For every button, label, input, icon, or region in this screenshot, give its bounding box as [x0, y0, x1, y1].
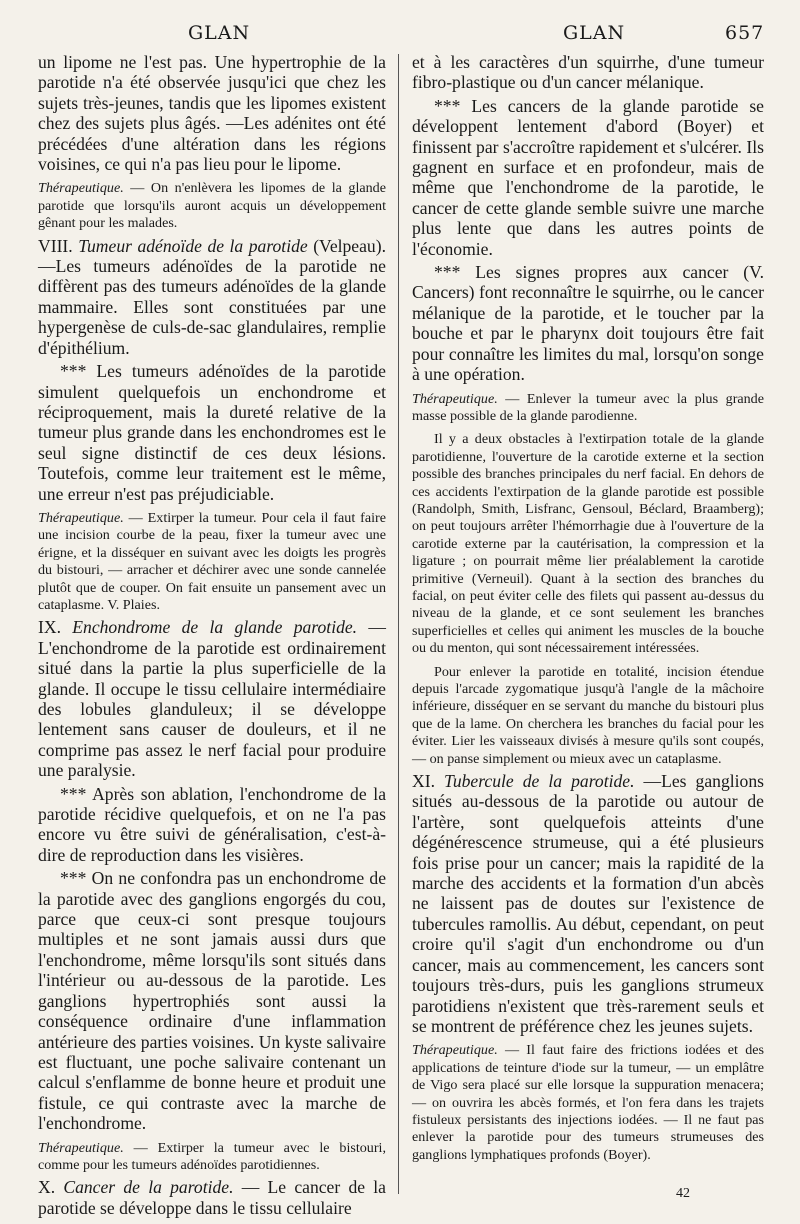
body-paragraph — [38, 52, 386, 174]
therapeutic-paragraph — [38, 180, 386, 232]
body-paragraph — [412, 262, 764, 384]
body-paragraph — [412, 771, 764, 1036]
therapeutic-paragraph — [412, 391, 764, 426]
paragraph-text: — On n'enlèvera les lipomes de la glande parotide que lorsqu'ils auront acquis un développement gênant pour les malades. — [38, 180, 386, 232]
section-title: Tumeur adénoïde de la parotide — [78, 235, 308, 256]
therapeutic-label: Thérapeutique. — [38, 1139, 124, 1156]
paragraph-text: *** Les tumeurs adénoïdes de la parotide simulent quelquefois un enchondrome et réciproquement, mais la dureté relative de la tumeur plus grande dans les enchondromes est le seul signe distinctif de ces deux lésions. Toutefois, comme leur traitement est le même, une erreur n'est pas préjudiciable. — [38, 361, 386, 504]
section-number: X. — [38, 1177, 64, 1198]
therapeutic-label: Thérapeutique. — [412, 390, 498, 407]
header-left: GLAN — [188, 22, 251, 44]
section-number: VIII. — [38, 235, 79, 256]
body-paragraph — [38, 617, 386, 780]
paragraph-text: *** Après son ablation, l'enchondrome de la parotide récidive quelquefois, et on ne l'a pas encore vu être suivi de généralisation, c'est-à-dire de reproduction dans les visières. — [38, 783, 386, 865]
therapeutic-label: Thérapeutique. — [412, 1042, 498, 1059]
body-paragraph — [412, 96, 764, 259]
header-right: GLAN — [563, 22, 626, 44]
section-number: XI. — [412, 771, 444, 792]
body-paragraph — [38, 361, 386, 504]
paragraph-text: —Les ganglions situés au-dessous de la parotide ou autour de l'artère, sont quelquefois atteints d'une dégénérescence strumeuse, qui a été plusieurs fois prise pour un cancer; mais la rapidité de la marche des accidents et la formation d'un abcès ne laissent pas de doutes sur l'existence de tubercules ramollis. Au début, cependant, on peut croire qu'il s'agit d'un enchondrome ou d'un cancer, mais au commencement, les cancers sont toujours très-durs, puis les ganglions strumeux parotidiens n'existent que très-rarement seuls et se montrent de préférence chez les jeunes sujets. — [412, 771, 764, 1036]
running-header — [0, 22, 800, 52]
paragraph-text: — Extirper la tumeur avec le bistouri, comme pour les tumeurs adénoïdes parotidiennes. — [38, 1139, 386, 1173]
therapeutic-label: Thérapeutique. — [38, 509, 124, 526]
paragraph-text: (Velpeau). —Les tumeurs adénoïdes de la parotide ne diffèrent pas des tumeurs adénoïdes de la glande mammaire. Elles sont constituées par une hypergenèse de culs-de-sac glandulaires, remplie d'épithélium. — [38, 235, 386, 358]
therapeutic-paragraph — [38, 510, 386, 614]
paragraph-text: — L'enchondrome de la parotide est ordinairement situé dans la partie la plus superficielle de la glande. Il occupe le tissu cellulaire intermédiaire des lobules glanduleux; il se développe lentement sans causer de douleurs, et il ne comprime pas assez le nerf facial pour produire une paralysie. — [38, 617, 386, 781]
therapeutic-paragraph — [38, 1140, 386, 1175]
body-paragraph — [38, 784, 386, 866]
section-number: IX. — [38, 617, 73, 638]
body-paragraph — [38, 868, 386, 1133]
body-paragraph — [38, 1177, 386, 1218]
signature-mark: 42 — [676, 1186, 690, 1201]
section-title: Cancer de la parotide. — [63, 1177, 234, 1198]
right-column — [412, 52, 764, 1164]
paragraph-text: — Le cancer de la parotide se développe dans le tissu cellulaire — [38, 1177, 386, 1218]
paragraph-text: *** Les signes propres aux cancer (V. Cancers) font reconnaître le squirrhe, ou le cancer mélanique de la parotide, et le toucher par la bouche et par le pharynx doit toujours être fait pour connaître les limites du mal, lorsqu'on songe à une opération. — [412, 262, 764, 385]
paragraph-text: Pour enlever la parotide en totalité, incision étendue depuis l'arcade zygomatique jusqu'à l'angle de la mâchoire inférieure, disséquer en se servant du manche du bistouri plus que de la lame. On cherchera les branches du facial pour les éviter. Lier les vaisseaux divisés à mesure qu'ils sont coupés, — on panse simplement ou mieux avec un cataplasme. — [412, 663, 764, 767]
paragraph-text: *** Les cancers de la glande parotide se développent lentement d'abord (Boyer) et finissent par s'accroître rapidement et s'ulcérer. Ils gagnent en surface et en profondeur, mais de même que l'enchondrome de la parotide, le cancer de cette glande semble suivre une marche plus lente que dans les autres points de l'économie. — [412, 95, 764, 259]
column-rule — [398, 54, 399, 1194]
section-title: Tubercule de la parotide. — [444, 771, 635, 792]
therapeutic-label: Thérapeutique. — [38, 180, 124, 197]
therapeutic-paragraph — [412, 1042, 764, 1164]
paragraph-text: — Extirper la tumeur. Pour cela il faut faire une incision courbe de la peau, fixer la tumeur avec une érigne, et la disséquer en suivant avec les doigts les progrès du bistouri, — arracher et déchirer avec une sonde cannelée plutôt que de couper. On fait ensuite un pansement avec un cataplasme. V. Plaies. — [38, 509, 386, 613]
paragraph-text: — Il faut faire des frictions iodées et des applications de teinture d'iode sur la tumeur, — un emplâtre de Vigo sera placé sur elle lorsque la suppuration menacera; — on ouvrira les abcès formés, et l'on fera dans les trajets fistuleux persistants des injections iodées. — Il ne faut pas enlever la parotide pour des tumeurs strumeuses des ganglions lymphatiques profonds (Boyer). — [412, 1042, 764, 1163]
body-paragraph — [38, 236, 386, 358]
paragraph-text: et à les caractères d'un squirrhe, d'une tumeur fibro-plastique ou d'un cancer mélanique. — [412, 52, 764, 93]
therapeutic-paragraph — [412, 664, 764, 768]
body-paragraph — [412, 52, 764, 93]
paragraph-text: *** On ne confondra pas un enchondrome de la parotide avec des ganglions engorgés du cou, parce que ceux-ci sont presque toujours multiples et ne sont jamais aussi durs que l'enchondrome, même lorsqu'ils sont situés dans l'intérieur ou au-dessous de la parotide. Les ganglions hypertrophiés sont aussi la conséquence ordinaire d'une inflammation antérieure des parties voisines. Un kyste salivaire est fluctuant, une poche salivaire contenant un calcul s'enflamme de bonne heure et produit une fistule, ce qui contraste avec la marche de l'enchondrome. — [38, 868, 386, 1134]
section-title: Enchondrome de la glande parotide. — [72, 617, 358, 638]
paragraph-text: un lipome ne l'est pas. Une hypertrophie de la parotide n'a été observée jusqu'ici que chez les sujets très-jeunes, tandis que les lipomes existent chez des sujets plus âgés. —Les adénites ont été précédées d'une altération dans les régions voisines, ce qui n'a pas lieu pour le lipome. — [38, 52, 386, 175]
left-column — [38, 52, 386, 1218]
paragraph-text: — Enlever la tumeur avec la plus grande masse possible de la glande parodienne. — [412, 390, 764, 424]
paragraph-text: Il y a deux obstacles à l'extirpation totale de la glande parotidienne, l'ouverture de la carotide externe et la section possible des branches principales du nerf facial. En dehors de ces accidents l'extirpation de la glande parotide est possible (Randolph, Smith, Lisfranc, Gensoul, Béclard, Braamberg); on peut toujours arrêter l'hémorrhagie due à l'ouverture de la carotide externe par la cautérisation, la compression et la ligature ; on pourrait même lier préalablement la carotide primitive (Verneuil). Quant à la section des branches du facial, on peut éviter celle des filets qui passent au-dessus du niveau de la glande, et ce sont seulement les branches superficielles et celles qui animent les muscles de la bouche ou du menton, qui sont nécessairement intéressées. — [412, 431, 764, 657]
page-number: 657 — [725, 22, 765, 44]
therapeutic-paragraph — [412, 431, 764, 657]
